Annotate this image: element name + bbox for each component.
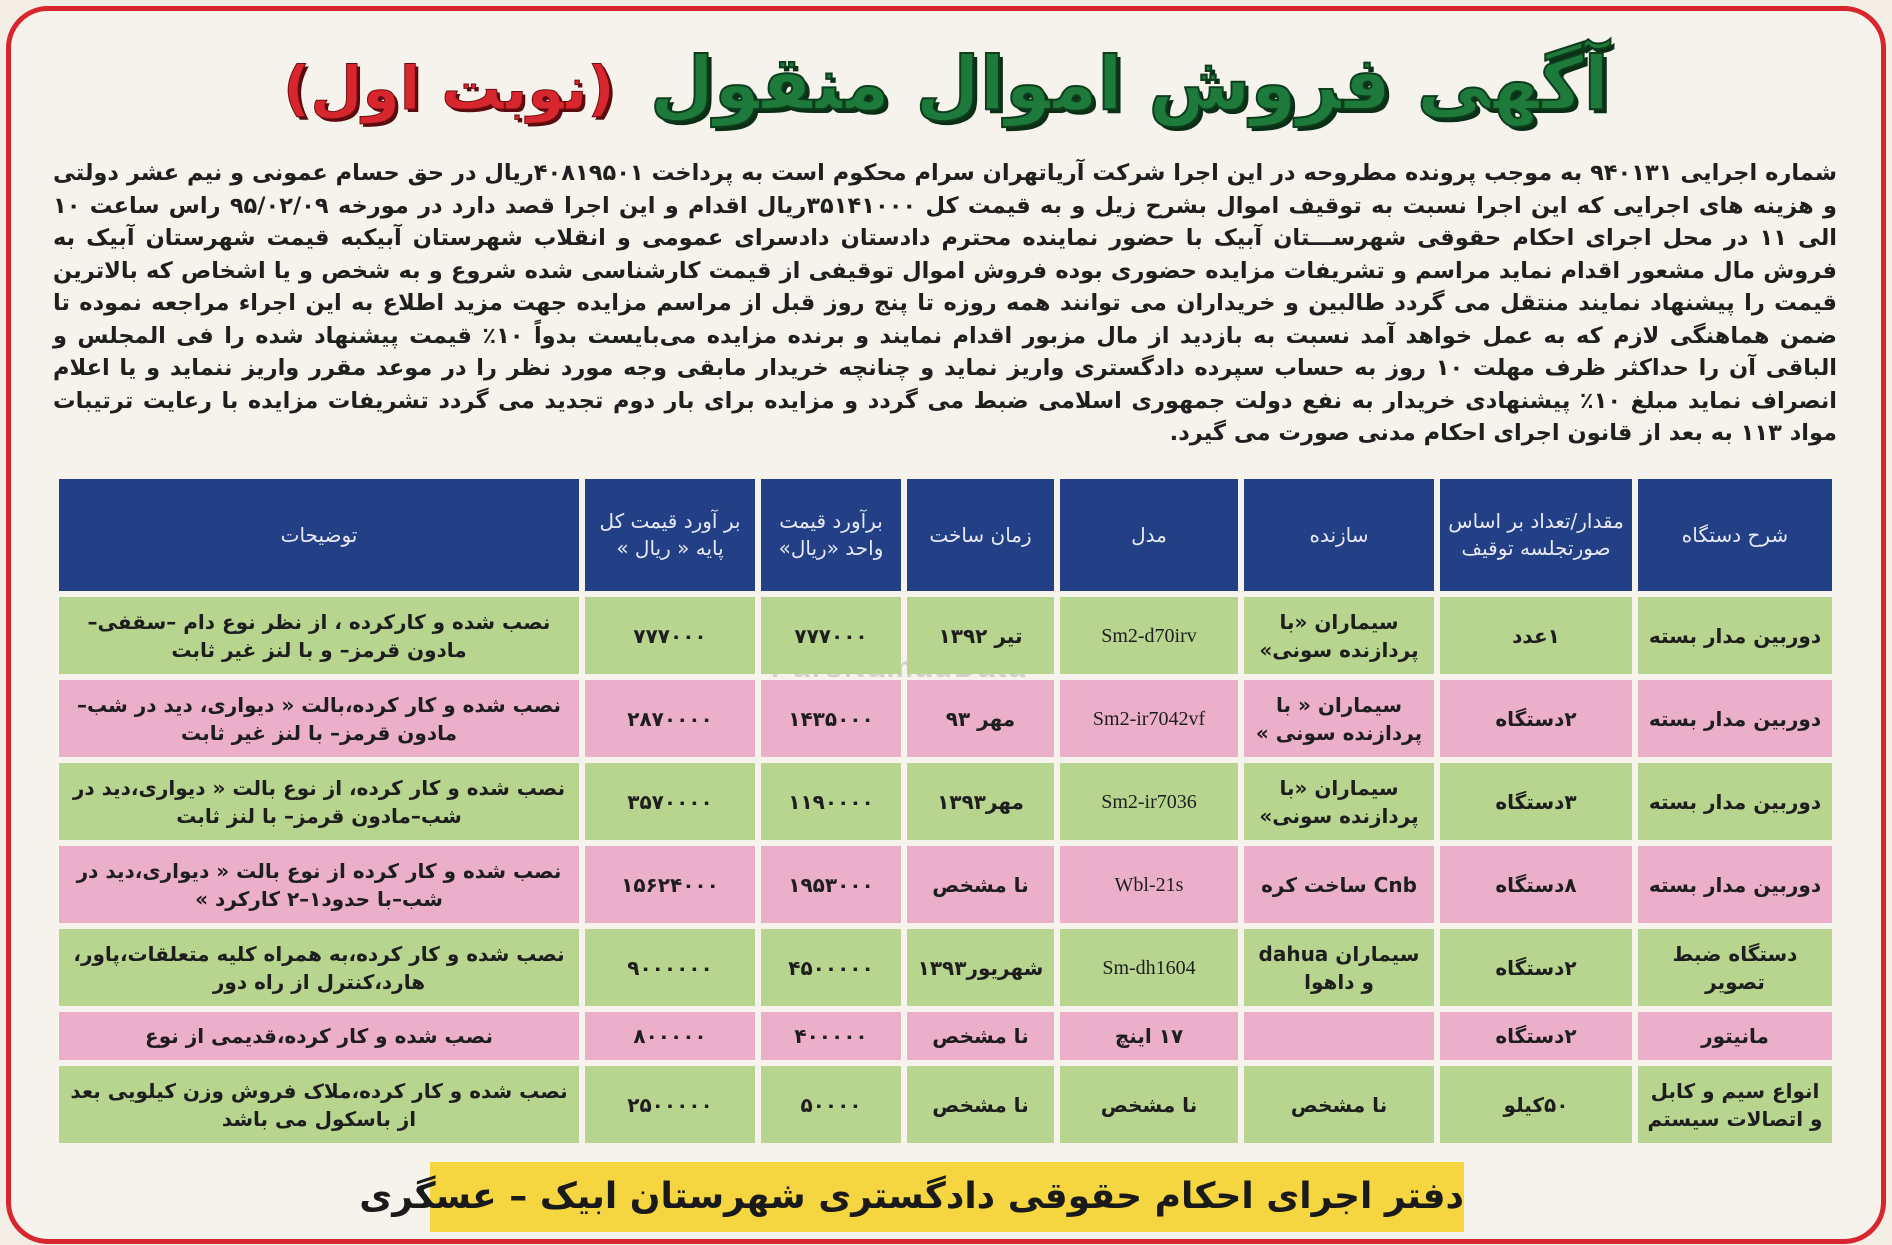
cell-device: دوربین مدار بسته [1638,597,1832,674]
table-row [59,763,1832,840]
notice-body-text: شماره اجرایی ۹۴۰۱۳۱ به موجب پرونده مطروحه در این اجرا شرکت آریاتهران سرام محکوم است به پرداخت ۴۰۸۱۹۵۰۱ریال در حق حسام عمونی و نیم عشر دولتی و هزینه های اجرایی که این اجرا نسبت به توقیف اموال بشرح زیل و به قیمت کل ۳۵۱۴۱۰۰۰ریال اقدام و این اجرا قصد دارد در مورخه ۹۵/۰۲/۰۹ راس ساعت ۱۰ الی ۱۱ در محل اجرای احکام حقوقی شهرســـتان آبیک با حضور نماینده محترم دادستان دادسرای عمومی و انقلاب شهرستان آبیکبه قیمت شهرستان آبیک به فروش مال مشعور اقدام نماید مراسم و تشریفات مزایده حضوری بوده فروش اموال توقیفی از قیمت کارشناسی شده شروع و به شخص و یا اشخاص که بالاترین قیمت را پیشنهاد نمایند منتقل می گردد طالبین و خریداران می توانند همه روزه تا پنج روز قبل از مراسم مزایده جهت مزید اطلاع به این اجراء مراجعه نموده تا ضمن هماهنگی لازم که به عمل خواهد آمد نسبت به بازدید از مال مزبور اقدام نمایند و برنده مزایده می‌بایست بدواً ۱۰٪ قیمت پیشنهاد شده را فی المجلس و الباقی آن را حداکثر ظرف مهلت ۱۰ روز به حساب سپرده دادگستری واریز نماید و چنانچه خریدار مابقی وجه مورد نظر را در موعد مقرر واریز ننماید و یا اعلام انصراف نماید مبلغ ۱۰٪ پیشنهادی خریدار به نفع دولت جمهوری اسلامی ضبط می گردد و مزایده برای بار دوم تجدید می گردد تشریفات مزایده با رعایت ترتیبات مواد ۱۱۳ به بعد از قانون اجرای احکام مدنی صورت می گیرد. [53,160,1837,446]
cell-quantity: ۲دستگاه [1440,1012,1632,1060]
cell-total-price: ۷۷۷۰۰۰ [585,597,755,674]
cell-quantity: ۸دستگاه [1440,846,1632,923]
header-quantity: مقدار/تعداد بر اساس صورتجلسه توقیف [1440,479,1632,591]
cell-notes: نصب شده و کار کرده،به همراه کلیه متعلقات،پاور، هارد،کنترل از راه دور [59,929,579,1006]
header-maker: سازنده [1244,479,1434,591]
header-notes: توضیحات [59,479,579,591]
items-table [53,473,1838,1149]
cell-build-time: نا مشخص [907,1012,1054,1060]
cell-model: نا مشخص [1060,1066,1238,1143]
cell-quantity: ۳دستگاه [1440,763,1632,840]
cell-device: دستگاه ضبط تصویر [1638,929,1832,1006]
table-header-row [59,479,1832,591]
cell-model: ۱۷ اینچ [1060,1012,1238,1060]
cell-model: Sm2-d70irv [1060,597,1238,674]
cell-unit-price: ۱۴۳۵۰۰۰ [761,680,901,757]
cell-maker: سیماران «با پردازنده سونی» [1244,597,1434,674]
cell-maker [1244,1012,1434,1060]
cell-maker: سیماران « با پردازنده سونی » [1244,680,1434,757]
cell-build-time: مهر۱۳۹۳ [907,763,1054,840]
notice-frame [6,6,1886,1244]
title-row [11,41,1881,151]
header-build-time: زمان ساخت [907,479,1054,591]
cell-notes: نصب شده و کارکرده ، از نظر نوع دام –سقفی– مادون قرمز– و با لنز غیر ثابت [59,597,579,674]
cell-build-time: نا مشخص [907,1066,1054,1143]
cell-maker: سیماران «با پردازنده سونی» [1244,763,1434,840]
table-row [59,929,1832,1006]
table-row [59,680,1832,757]
cell-quantity: ۱عدد [1440,597,1632,674]
cell-device: انواع سیم و کابل و اتصالات سیستم [1638,1066,1832,1143]
footer-signature: دفتر اجرای احکام حقوقی دادگستری شهرستان ابیک – عسگری [430,1162,1464,1232]
cell-maker: Cnb ساخت کره [1244,846,1434,923]
cell-maker: سیماران dahua و داهوا [1244,929,1434,1006]
cell-quantity: ۲دستگاه [1440,680,1632,757]
cell-maker: نا مشخص [1244,1066,1434,1143]
table-row [59,846,1832,923]
cell-total-price: ۸۰۰۰۰۰ [585,1012,755,1060]
notice-subtitle: (نوبت اول) [283,54,615,124]
notice-title: آگهی فروش اموال منقول [649,41,1609,127]
cell-notes: نصب شده و کار کرده از نوع بالت « دیواری،دید در شب–با حدود۱–۲ کارکرد » [59,846,579,923]
cell-notes: نصب شده و کار کرده،بالت « دیواری، دید در شب– مادون قرمز– با لنز غیر ثابت [59,680,579,757]
cell-build-time: تیر ۱۳۹۲ [907,597,1054,674]
cell-device: مانیتور [1638,1012,1832,1060]
cell-unit-price: ۵۰۰۰۰ [761,1066,901,1143]
cell-unit-price: ۴۰۰۰۰۰ [761,1012,901,1060]
cell-unit-price: ۱۹۵۳۰۰۰ [761,846,901,923]
cell-notes: نصب شده و کار کرده،قدیمی از نوع [59,1012,579,1060]
cell-notes: نصب شده و کار کرده، از نوع بالت « دیواری،دید در شب–مادون قرمز– با لنز ثابت [59,763,579,840]
cell-total-price: ۹۰۰۰۰۰۰ [585,929,755,1006]
cell-device: دوربین مدار بسته [1638,846,1832,923]
cell-unit-price: ۴۵۰۰۰۰۰ [761,929,901,1006]
cell-total-price: ۱۵۶۲۴۰۰۰ [585,846,755,923]
cell-total-price: ۲۸۷۰۰۰۰ [585,680,755,757]
cell-total-price: ۲۵۰۰۰۰۰ [585,1066,755,1143]
table-row [59,597,1832,674]
cell-build-time: نا مشخص [907,846,1054,923]
cell-device: دوربین مدار بسته [1638,763,1832,840]
table-row [59,1012,1832,1060]
header-model: مدل [1060,479,1238,591]
cell-unit-price: ۱۱۹۰۰۰۰ [761,763,901,840]
cell-quantity: ۲دستگاه [1440,929,1632,1006]
cell-build-time: شهریور۱۳۹۳ [907,929,1054,1006]
cell-model: Sm-dh1604 [1060,929,1238,1006]
cell-build-time: مهر ۹۳ [907,680,1054,757]
cell-quantity: ۵۰کیلو [1440,1066,1632,1143]
header-unit-price: برآورد قیمت واحد «ریال» [761,479,901,591]
cell-model: Wbl-21s [1060,846,1238,923]
cell-total-price: ۳۵۷۰۰۰۰ [585,763,755,840]
cell-unit-price: ۷۷۷۰۰۰ [761,597,901,674]
cell-notes: نصب شده و کار کرده،ملاک فروش وزن کیلویی بعد از باسکول می باشد [59,1066,579,1143]
cell-model: Sm2-ir7042vf [1060,680,1238,757]
header-total-price: بر آورد قیمت کل پایه « ریال » [585,479,755,591]
cell-device: دوربین مدار بسته [1638,680,1832,757]
cell-model: Sm2-ir7036 [1060,763,1238,840]
header-device: شرح دستگاه [1638,479,1832,591]
table-row [59,1066,1832,1143]
